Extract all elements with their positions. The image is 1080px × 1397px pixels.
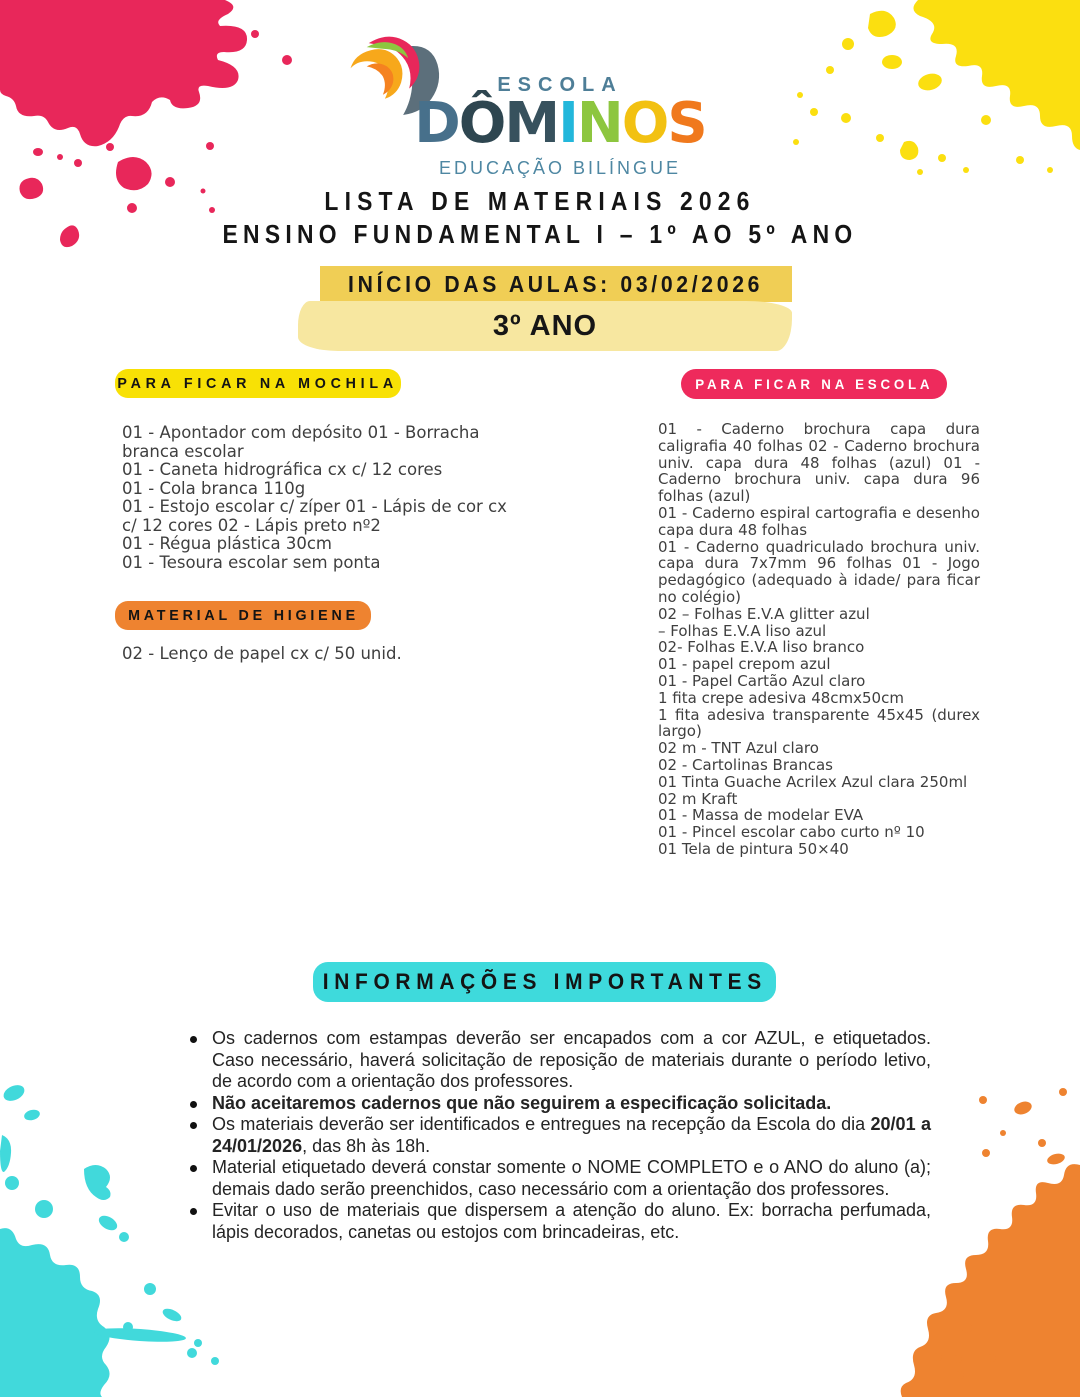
higiene-item-list <box>122 644 522 663</box>
grade-text: 3º ANO <box>492 309 598 342</box>
logo-letter: Ô <box>458 91 505 156</box>
logo-letter: M <box>504 91 559 156</box>
list-item: – Folhas E.V.A liso azul <box>658 621 827 640</box>
document-title: LISTA DE MATERIAIS 2026 <box>324 186 756 216</box>
list-item: 01 - papel crepom azul <box>658 655 831 674</box>
list-item: 01 - Régua plástica 30cm <box>122 534 332 553</box>
info-bullet-item: Não aceitaremos cadernos que não seguirem a especificação solicitada. <box>187 1093 931 1115</box>
escola-item-list <box>658 421 980 858</box>
section-badge-informacoes <box>313 962 776 1002</box>
info-bullet-item: Os materiais deverão ser identificados e entregues na recepção da Escola do dia 20/01 a 24/01/2026, das 8h às 18h. <box>187 1114 931 1157</box>
list-item: 01 - Estojo escolar c/ zíper 01 - Lápis de cor cx c/ 12 cores 02 - Lápis preto nº2 <box>122 497 507 535</box>
list-item: 1 fita adesiva transparente 45x45 (durex largo) <box>658 705 980 741</box>
logo-letter: N <box>576 91 622 156</box>
list-item: 1 fita crepe adesiva 48cmx50cm <box>658 688 904 707</box>
list-item: 02 m - TNT Azul claro <box>658 739 819 758</box>
list-item: 01 - Pincel escolar cabo curto nº 10 <box>658 823 925 842</box>
important-info-bullet-list <box>187 1028 931 1243</box>
list-item: 01 - Cola branca 110g <box>122 478 306 498</box>
section-badge-escola <box>681 369 947 399</box>
logo-letter: I <box>558 91 577 156</box>
list-item: 02 - Cartolinas Brancas <box>658 755 833 774</box>
info-bullet-item: Os cadernos com estampas deverão ser encapados com a cor AZUL, e etiquetados. Caso necessário, haverá solicitação de reposição de materiais durante o período letivo, de acordo com a orientação dos professores. <box>187 1028 931 1093</box>
list-item: 02- Folhas E.V.A liso branco <box>658 638 865 657</box>
section-badge-mochila <box>115 369 401 398</box>
logo-school-label: ESCOLA <box>497 74 623 96</box>
logo-tagline: EDUCAÇÃO BILÍNGUE <box>438 158 682 178</box>
grade-brush-highlight <box>298 301 792 351</box>
logo-letter: D <box>414 91 459 156</box>
list-item: 01 - Tesoura escolar sem ponta <box>122 552 381 572</box>
section-badge-informacoes-label: INFORMAÇÕES IMPORTANTES <box>322 969 767 994</box>
list-item: 01 - Caneta hidrográfica cx c/ 12 cores <box>122 460 443 479</box>
list-item: 02 - Lenço de papel cx c/ 50 unid. <box>122 644 402 663</box>
classes-start-text: INÍCIO DAS AULAS: 03/02/2026 <box>348 270 764 297</box>
list-item: 02 m Kraft <box>658 789 738 808</box>
info-bullet-item: Material etiquetado deverá constar somente o NOME COMPLETO e o ANO do aluno (a); demais dado serão preenchidos, caso necessário com a orientação dos professores. <box>187 1157 931 1200</box>
section-badge-mochila-label: PARA FICAR NA MOCHILA <box>117 375 399 392</box>
section-badge-higiene-label: MATERIAL DE HIGIENE <box>127 607 359 624</box>
section-badge-escola-label: PARA FICAR NA ESCOLA <box>694 376 934 392</box>
list-item: 01 Tela de pintura 50×40 <box>658 839 849 858</box>
list-item: 01 - Caderno brochura capa dura caligrafia 40 folhas 02 - Caderno brochura univ. capa dura 48 folhas (azul) 01 - Caderno brochura univ. capa dura 96 folhas (azul) <box>658 420 980 506</box>
info-bullet-item: Evitar o uso de materiais que dispersem a atenção do aluno. Ex: borracha perfumada, lápis decorados, canetas ou estojos com brincadeiras, etc. <box>187 1200 931 1243</box>
list-item: 02 – Folhas E.V.A glitter azul <box>658 604 870 623</box>
logo-wordmark <box>408 91 712 156</box>
list-item: 01 - Apontador com depósito 01 - Borracha branca escolar <box>122 423 480 461</box>
list-item: 01 - Massa de modelar EVA <box>658 806 864 825</box>
list-item: 01 - Papel Cartão Azul claro <box>658 671 866 690</box>
logo-letter: S <box>667 91 706 156</box>
list-item: 01 - Caderno quadriculado brochura univ. capa dura 7x7mm 96 folhas 01 - Jogo pedagógico (adequado à idade/ para ficar no colégio) <box>658 537 980 606</box>
logo-letter: O <box>621 91 668 156</box>
section-badge-higiene <box>115 601 371 630</box>
list-item: 01 - Caderno espiral cartografia e desenho capa dura 48 folhas <box>658 503 980 539</box>
mochila-item-list <box>122 424 514 572</box>
classes-start-highlight <box>320 266 792 302</box>
list-item: 01 Tinta Guache Acrilex Azul clara 250ml <box>658 772 968 791</box>
document-subtitle: ENSINO FUNDAMENTAL I – 1º AO 5º ANO <box>222 219 858 249</box>
